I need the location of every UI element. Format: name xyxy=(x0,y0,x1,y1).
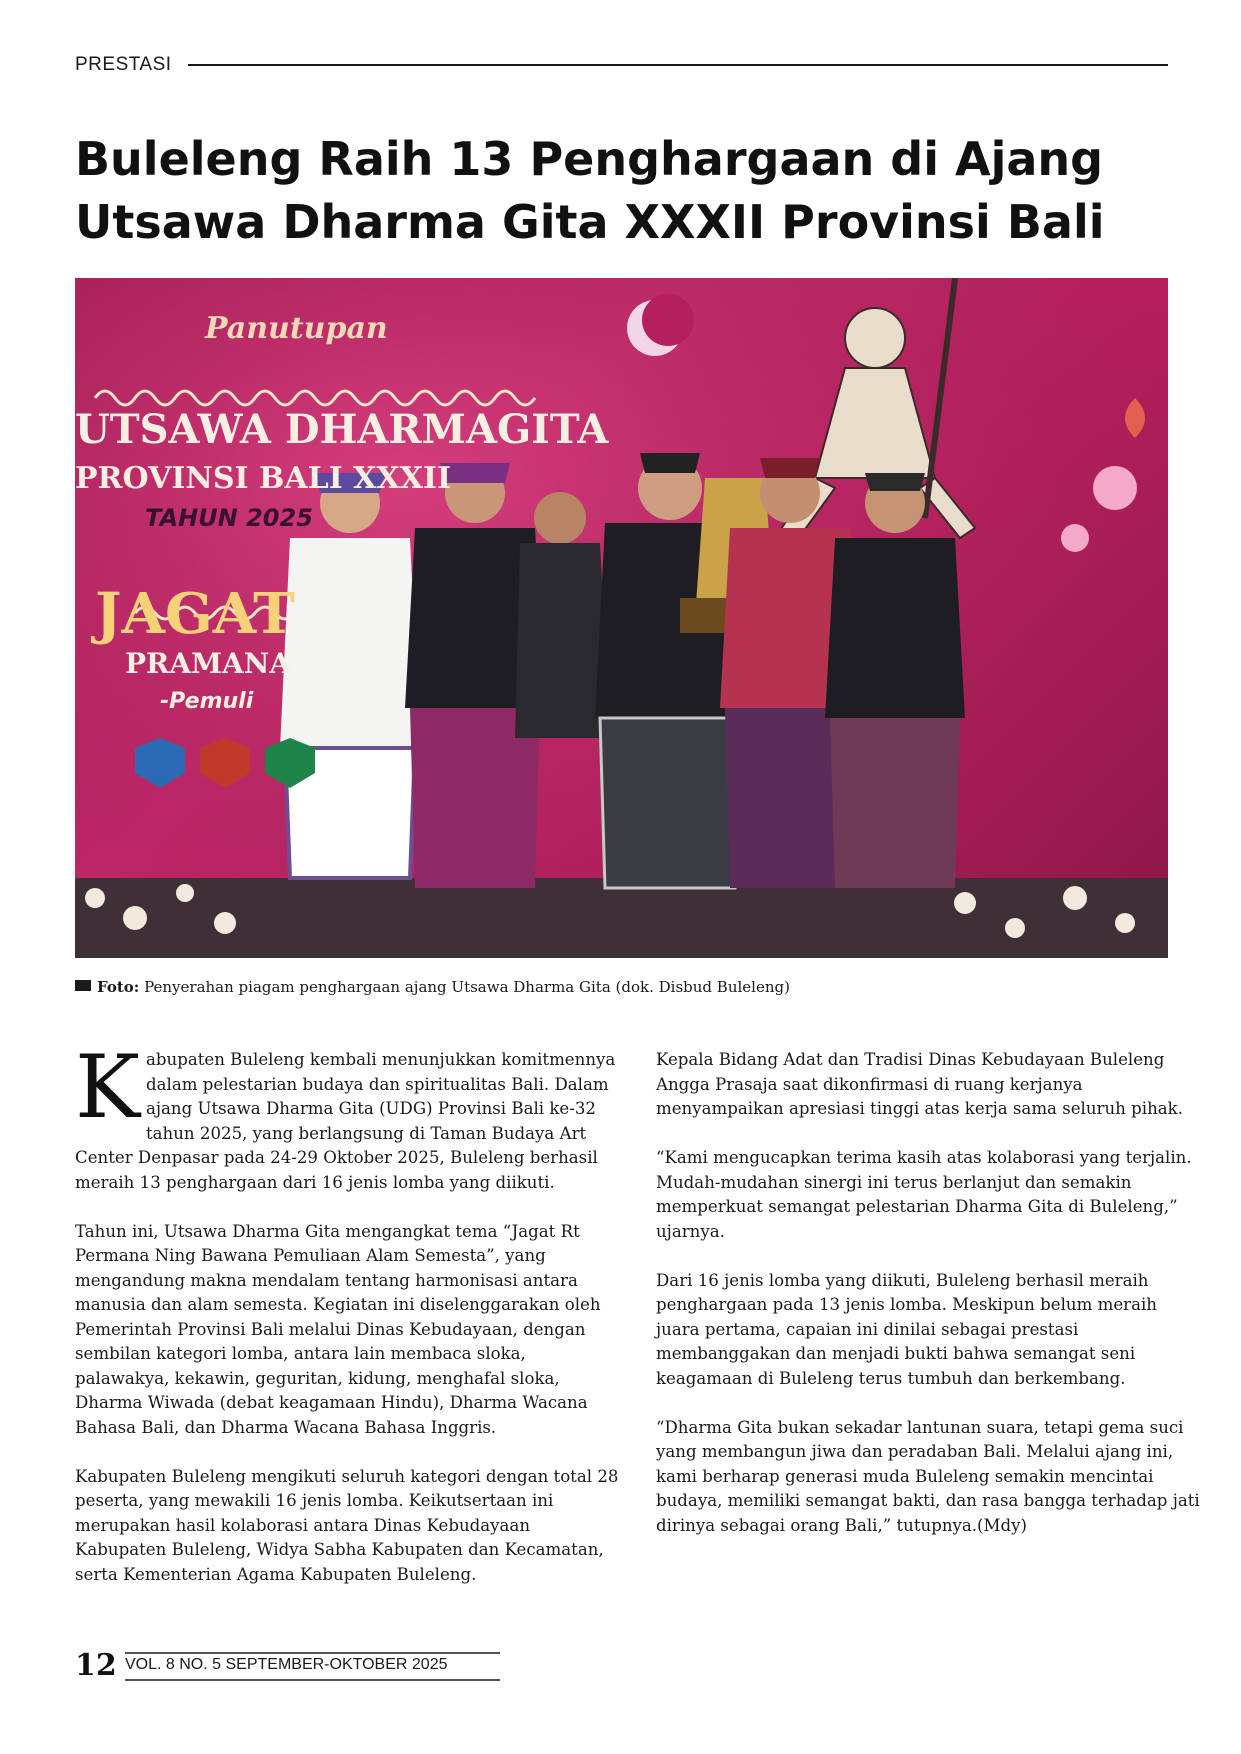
article-paragraph: Kepala Bidang Adat dan Tradisi Dinas Kebudayaan Buleleng Angga Prasaja saat dikonfirmasi di ruang kerjanya menyampaikan apresiasi tinggi atas kerja sama seluruh pihak. xyxy=(656,1050,1183,1118)
caption-label: Foto: xyxy=(97,978,140,996)
footer-rule-top xyxy=(125,1652,500,1654)
banner-script: Panutupan xyxy=(205,311,388,346)
article-photo xyxy=(75,278,1168,958)
article-paragraph: “Dharma Gita bukan sekadar lantunan suara, tetapi gema suci yang membangun jiwa dan peradaban Bali. Melalui ajang ini, kami berharap generasi muda Buleleng semakin mencintai budaya, memiliki semangat bakti, dan rasa bangga terhadap jati dirinya sebagai orang Bali,” tutupnya.(Mdy) xyxy=(656,1417,1200,1535)
photo-caption xyxy=(75,978,1168,996)
article-paragraph: Dari 16 jenis lomba yang diikuti, Buleleng berhasil meraih penghargaan pada 13 jenis lomba. Meskipun belum meraih juara pertama, capaian ini dinilai sebagai prestasi membanggakan dan menjadi bukti bahwa semangat seni keagamaan di Buleleng terus tumbuh dan berkembang. xyxy=(656,1270,1157,1388)
page-number: 12 xyxy=(75,1648,117,1683)
article-paragraph: Tahun ini, Utsawa Dharma Gita mengangkat tema “Jagat Rt Permana Ning Bawana Pemuliaan Alam Semesta”, yang mengandung makna mendalam tentang harmonisasi antara manusia dan alam semesta. Kegiatan ini diselenggarakan oleh Pemerintah Provinsi Bali melalui Dinas Kebudayaan, dengan sembilan kategori lomba, antara lain membaca sloka, palawakya, kekawin, geguritan, kidung, menghafal sloka, Dharma Wiwada (debat keagamaan Hindu), Dharma Wacana Bahasa Bali, dan Dharma Wacana Bahasa Inggris. xyxy=(75,1221,601,1437)
sponsor-logos xyxy=(135,738,315,788)
footer-rule-bottom xyxy=(125,1679,500,1681)
banner-theme: JAGAT xyxy=(95,581,295,647)
page-footer xyxy=(75,1648,505,1688)
section-label: PRESTASI xyxy=(75,54,172,75)
caption-text: Penyerahan piagam penghargaan ajang Utsawa Dharma Gita (dok. Disbud Buleleng) xyxy=(144,978,790,996)
article-column-left xyxy=(75,1036,620,1612)
banner-theme-3: -Pemuli xyxy=(160,689,254,714)
article-column-right xyxy=(656,1048,1201,1563)
banner-title-line1: UTSAWA DHARMAGITA xyxy=(75,406,609,453)
banner-title-line2: PROVINSI BALI XXXII xyxy=(75,461,452,496)
article-paragraph: “Kami mengucapkan terima kasih atas kolaborasi yang terjalin. Mudah-mudahan sinergi ini terus berlanjut dan semakin memperkuat semangat pelestarian Dharma Gita di Buleleng,” ujarnya. xyxy=(656,1148,1192,1241)
banner-theme-2: PRAMANA xyxy=(125,647,292,680)
headline: Buleleng Raih 13 Penghargaan di Ajang Utsawa Dharma Gita XXXII Provinsi Bali xyxy=(75,132,1105,249)
article-paragraph: Kabupaten Buleleng mengikuti seluruh kategori dengan total 28 peserta, yang mewakili 16 jenis lomba. Keikutsertaan ini merupakan hasil kolaborasi antara Dinas Kebudayaan Kabupaten Buleleng, Widya Sabha Kabupaten dan Kecamatan, serta Kementerian Agama Kabupaten Buleleng. xyxy=(75,1466,619,1584)
photo-illustration xyxy=(75,278,1168,958)
issue-info: VOL. 8 NO. 5 SEPTEMBER-OKTOBER 2025 xyxy=(125,1656,448,1673)
section-header xyxy=(75,52,1168,82)
caption-marker xyxy=(75,980,91,991)
article-paragraph: Kabupaten Buleleng kembali menunjukkan komitmennya dalam pelestarian budaya dan spiritualitas Bali. Dalam ajang Utsawa Dharma Gita (UDG) Provinsi Bali ke-32 tahun 2025, yang berlangsung di Taman Budaya Art Center Denpasar pada 24-29 Oktober 2025, Buleleng berhasil meraih 13 penghargaan dari 16 jenis lomba yang diikuti. xyxy=(75,1036,616,1192)
section-rule xyxy=(188,64,1168,66)
drop-cap: K xyxy=(75,1036,140,1138)
banner-year: TAHUN 2025 xyxy=(145,504,313,532)
